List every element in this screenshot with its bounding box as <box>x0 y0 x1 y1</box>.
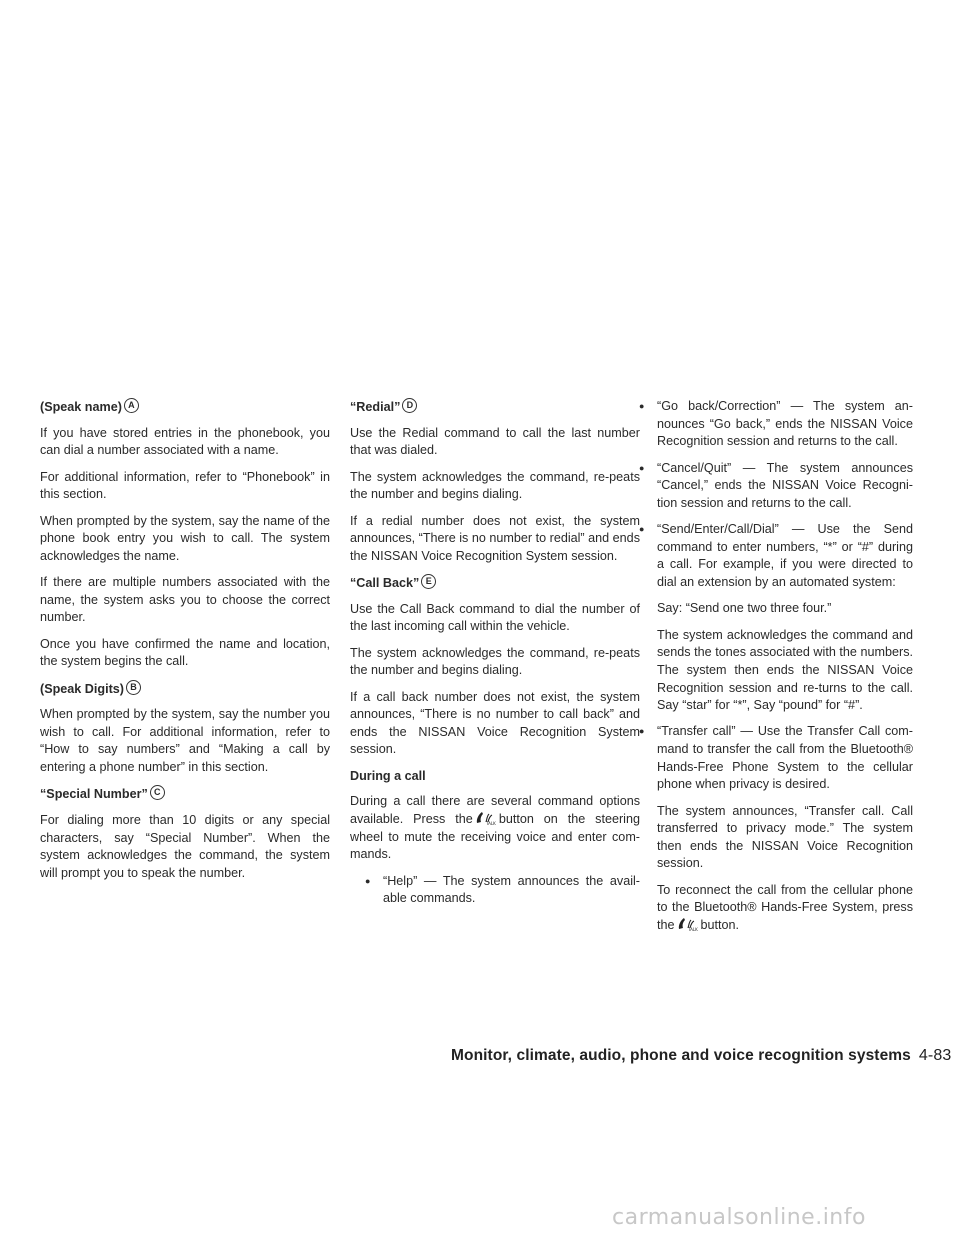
talk-phone-icon <box>677 917 699 931</box>
paragraph: For additional information, refer to “Phonebook” in this section. <box>40 469 330 502</box>
paragraph: Use the Redial command to call the last number that was dialed. <box>350 425 640 458</box>
paragraph: If a redial number does not exist, the system announces, “There is no number to redial” and ends the NISSAN Voice Recognition System session. <box>350 513 640 563</box>
heading-speak-name: (Speak name) A <box>40 398 330 417</box>
column-left <box>40 398 330 891</box>
bullet-cancel: ● “Cancel/Quit” — The system announces “Cancel,” ends the NISSAN Voice Recogni-tion session and returns to the call. <box>638 460 913 513</box>
bullet-send: ● “Send/Enter/Call/Dial” — Use the Send command to enter numbers, “*” or “#” during a call. For example, if you were directed to dial an extension by an automated system: <box>638 521 913 591</box>
talk-phone-icon <box>475 811 497 825</box>
column-right <box>638 398 913 943</box>
paragraph: For dialing more than 10 digits or any special characters, say “Special Number”. When the system acknowledges the command, the system will prompt you to speak the number. <box>40 813 330 880</box>
send-example: Say: “Send one two three four.” <box>657 601 832 616</box>
column-middle <box>350 398 640 908</box>
reconnect-instruction: To reconnect the call from the cellular phone to the Bluetooth® Hands-Free System, press the TALK button. <box>657 882 913 933</box>
heading-special-number: “Special Number” C <box>40 785 330 804</box>
bullet-go-back: ● “Go back/Correction” — The system an-nounces “Go back,” ends the NISSAN Voice Recognition session and returns to the call. <box>638 398 913 451</box>
svg-text:TALK: TALK <box>687 927 698 932</box>
svg-text:TALK: TALK <box>485 821 496 826</box>
paragraph: When prompted by the system, say the number you wish to call. For additional information, refer to “How to say numbers” and “Making a call by entering a phone number” in this section. <box>40 707 330 775</box>
paragraph: If you have stored entries in the phonebook, you can dial a number associated with a name. <box>40 425 330 458</box>
paragraph: During a call there are several command options available. Press the TALK button on the steering wheel to mute the receiving voice and enter com-mands. <box>350 794 640 862</box>
callout-a-icon: A <box>124 398 139 413</box>
transfer-announcement: The system announces, “Transfer call. Call transferred to privacy mode.” The system then ends the NISSAN Voice Recognition session. <box>657 803 913 871</box>
page-number: 4-83 <box>918 1047 952 1064</box>
send-explanation: The system acknowledges the command and sends the tones associated with the numbers. The system then ends the NISSAN Voice Recognition session and re-turns to the call. Say “star” for “*”, Say “pound” for “#”. <box>657 627 913 713</box>
heading-during-call: During a call <box>350 768 426 783</box>
callout-e-icon: E <box>421 574 436 589</box>
heading-call-back: “Call Back” E <box>350 574 640 593</box>
callout-c-icon: C <box>150 785 165 800</box>
paragraph: When prompted by the system, say the name of the phone book entry you wish to call. The system acknowledges the name. <box>40 513 330 563</box>
callout-d-icon: D <box>402 398 417 413</box>
paragraph: The system acknowledges the command, re-peats the number and begins dialing. <box>350 645 640 678</box>
paragraph: Use the Call Back command to dial the number of the last incoming call within the vehicle. <box>350 601 640 634</box>
heading-redial: “Redial” D <box>350 398 640 417</box>
watermark: carmanualsonline.info <box>612 1205 866 1230</box>
bullet-help: ● “Help” — The system announces the avail-able commands. <box>364 873 640 908</box>
paragraph: If a call back number does not exist, the system announces, “There is no number to call back” and ends the NISSAN Voice Recognition System session. <box>350 689 640 757</box>
paragraph: If there are multiple numbers associated with the name, the system asks you to choose the correct number. <box>40 575 330 625</box>
paragraph: The system acknowledges the command, re-peats the number and begins dialing. <box>350 469 640 502</box>
page-footer <box>451 1047 951 1065</box>
section-title: Monitor, climate, audio, phone and voice recognition systems <box>451 1047 911 1064</box>
bullet-transfer: ● “Transfer call” — Use the Transfer Call com-mand to transfer the call from the Bluetooth® Hands-Free Phone System to the cellular phone when privacy is desired. <box>638 723 913 793</box>
heading-speak-digits: (Speak Digits) B <box>40 680 330 699</box>
callout-b-icon: B <box>126 680 141 695</box>
paragraph: Once you have confirmed the name and location, the system begins the call. <box>40 636 330 669</box>
